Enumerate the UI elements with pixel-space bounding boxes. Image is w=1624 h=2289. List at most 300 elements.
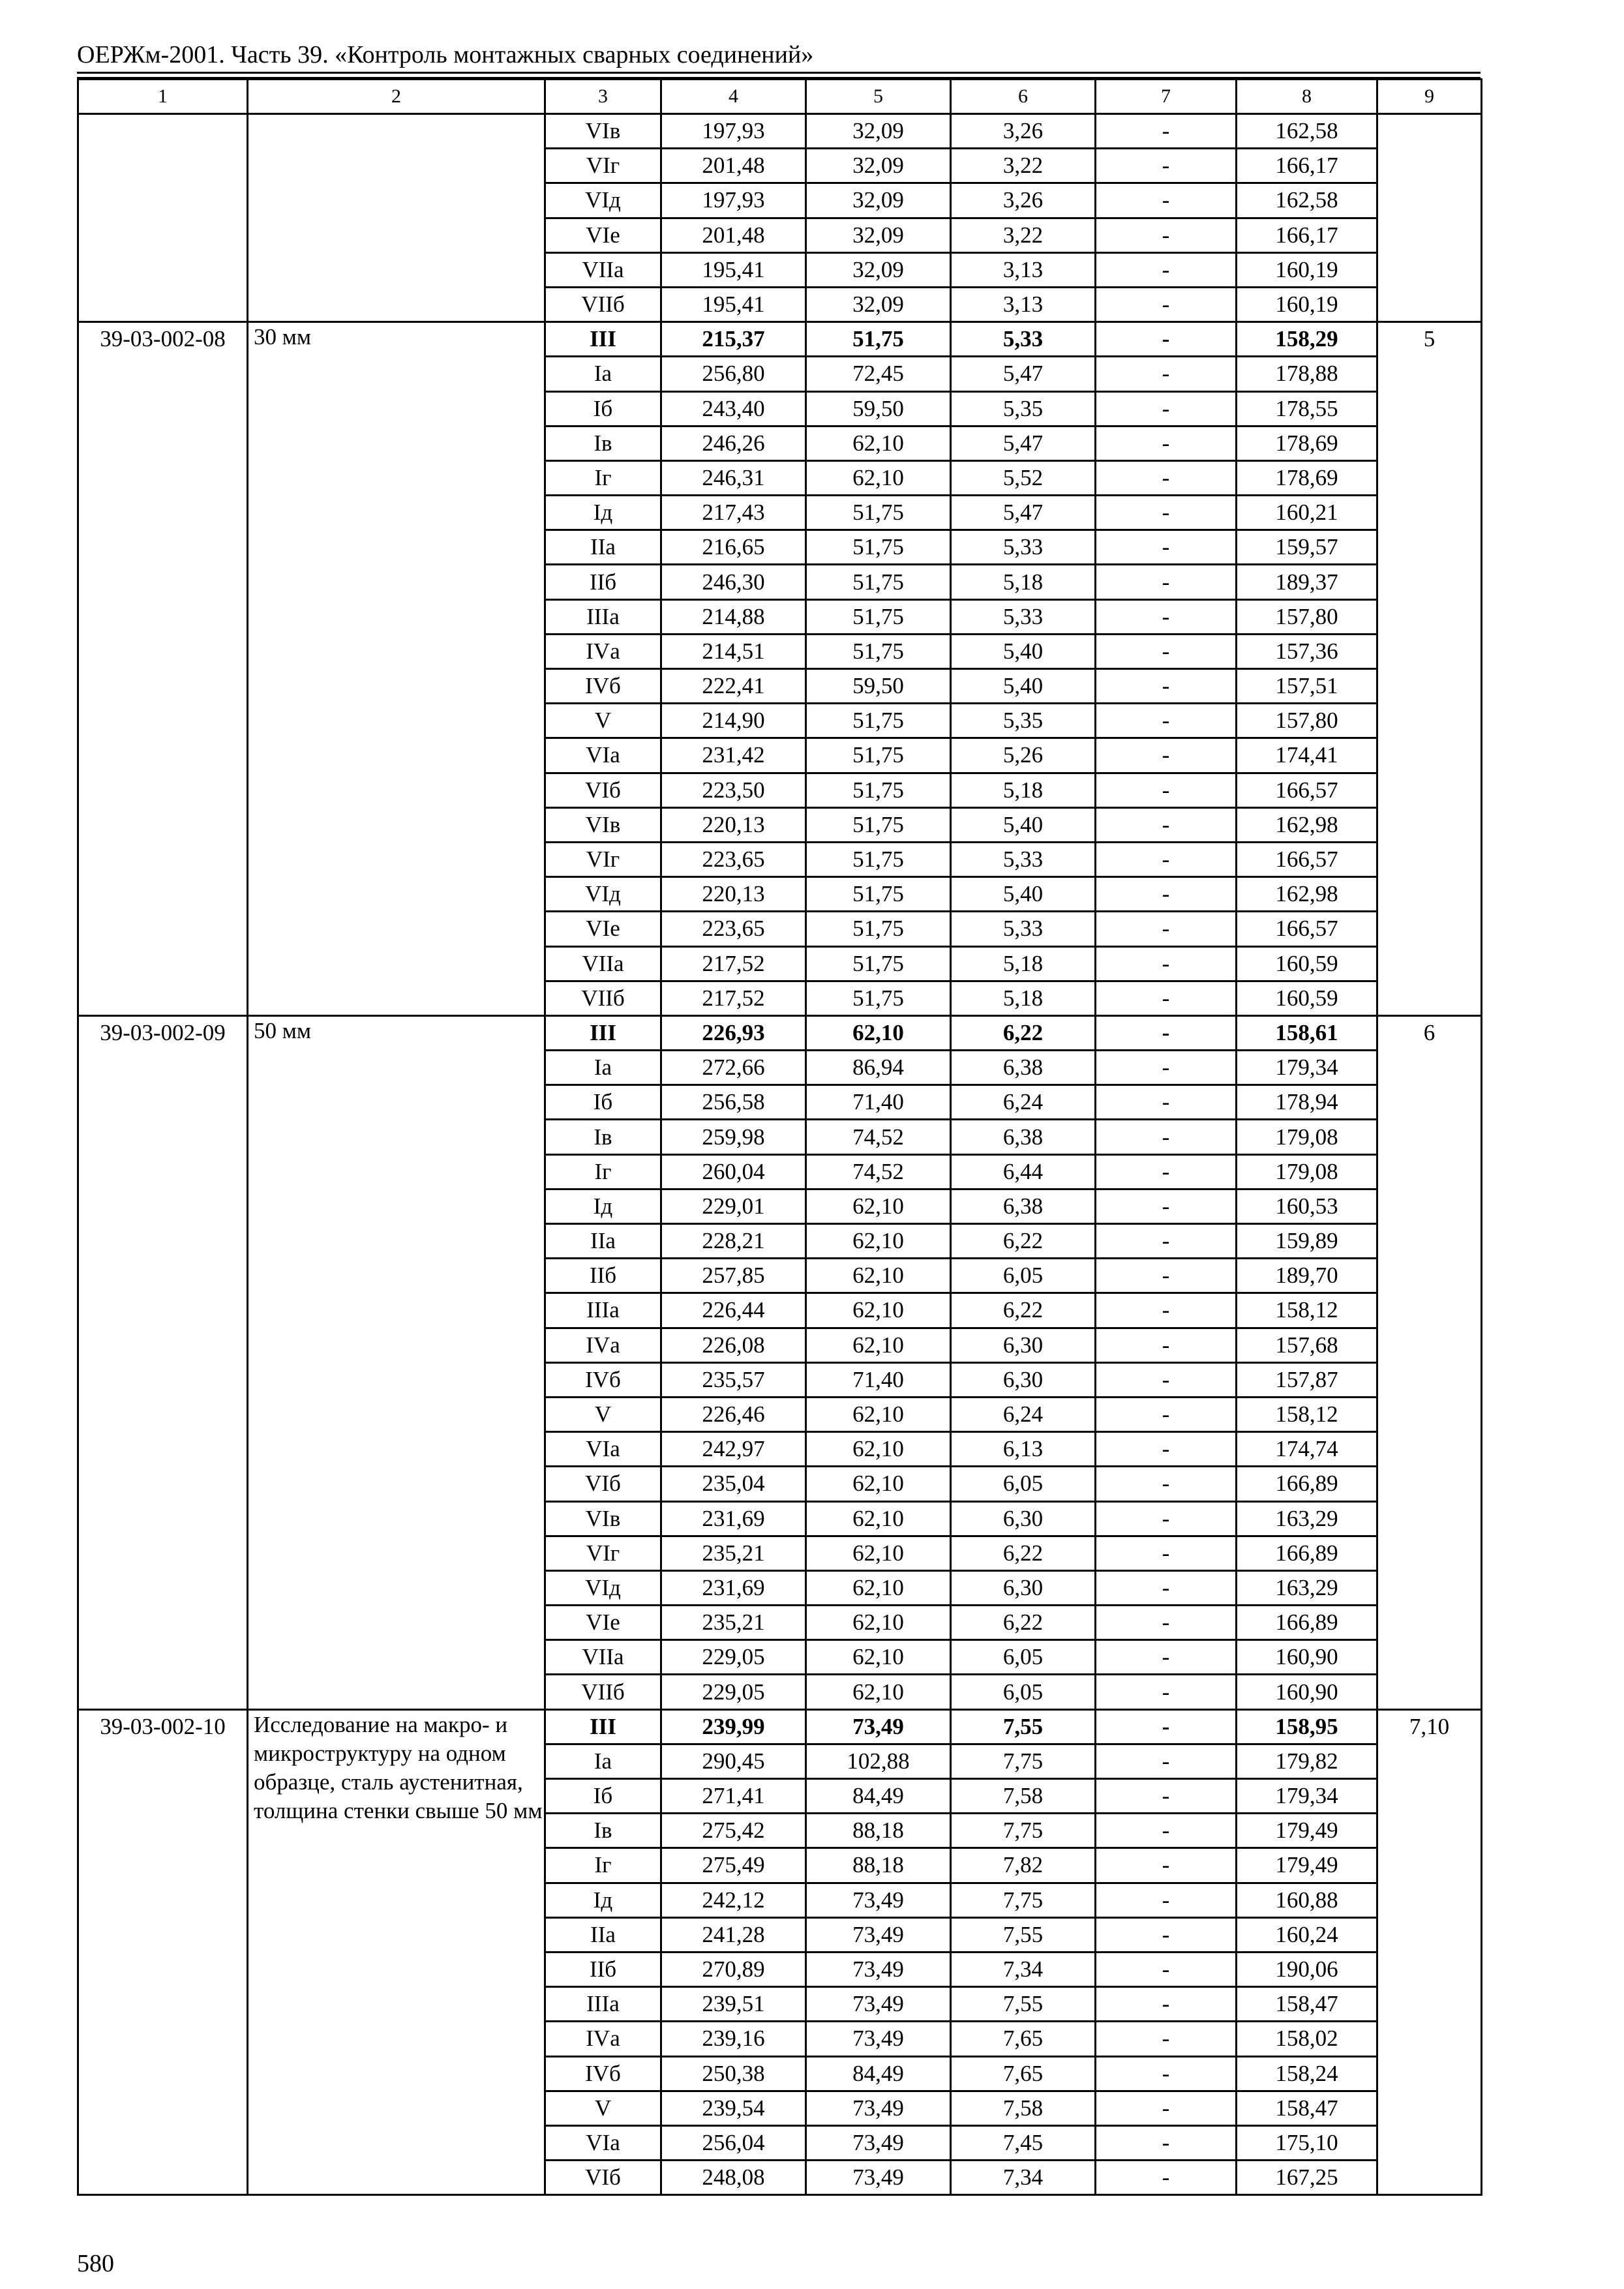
cell-col-4: 223,50 (661, 773, 806, 807)
resource-description: 30 мм (248, 322, 545, 1016)
cell-col-6: 5,40 (951, 807, 1096, 842)
cell-col-3: IVа (545, 2022, 661, 2056)
column-number: 4 (661, 80, 806, 114)
cell-col-6: 7,75 (951, 1744, 1096, 1778)
cell-col-7: - (1096, 114, 1237, 149)
cell-col-6: 7,75 (951, 1883, 1096, 1917)
cell-col-4: 275,42 (661, 1814, 806, 1848)
cell-col-4: 223,65 (661, 912, 806, 946)
cell-col-3: IIа (545, 1917, 661, 1952)
cell-col-6: 5,40 (951, 634, 1096, 668)
column-number: 2 (248, 80, 545, 114)
cell-col-6: 5,35 (951, 704, 1096, 738)
cell-col-3: IIIа (545, 1293, 661, 1328)
cell-col-8: 166,89 (1237, 1606, 1377, 1640)
cell-col-6: 6,44 (951, 1154, 1096, 1189)
cell-col-7: - (1096, 1224, 1237, 1259)
cell-col-8: 162,58 (1237, 183, 1377, 218)
cell-col-8: 157,36 (1237, 634, 1377, 668)
cell-col-6: 5,18 (951, 565, 1096, 599)
cell-col-6: 7,58 (951, 2091, 1096, 2125)
column-number: 5 (806, 80, 951, 114)
cell-col-7: - (1096, 530, 1237, 565)
cell-col-4: 201,48 (661, 218, 806, 252)
cell-col-8: 179,49 (1237, 1848, 1377, 1883)
cell-col-4: 235,57 (661, 1362, 806, 1397)
cell-col-8: 157,87 (1237, 1362, 1377, 1397)
cell-col-4: 229,05 (661, 1640, 806, 1675)
cell-col-5: 51,75 (806, 912, 951, 946)
cell-col-6: 6,38 (951, 1189, 1096, 1223)
cell-col-4: 226,93 (661, 1015, 806, 1050)
cell-col-8: 178,69 (1237, 460, 1377, 495)
cell-col-5: 51,75 (806, 530, 951, 565)
cell-col-5: 59,50 (806, 669, 951, 704)
cell-col-5: 62,10 (806, 1501, 951, 1536)
cell-col-3: VIд (545, 1570, 661, 1605)
cell-col-4: 214,51 (661, 634, 806, 668)
cell-col-5: 32,09 (806, 149, 951, 183)
cell-col-5: 84,49 (806, 1779, 951, 1814)
cell-col-8: 160,19 (1237, 287, 1377, 322)
cell-col-8: 174,41 (1237, 738, 1377, 773)
cell-col-4: 231,69 (661, 1501, 806, 1536)
column-number: 6 (951, 80, 1096, 114)
column-number: 9 (1377, 80, 1482, 114)
cell-col-6: 6,22 (951, 1606, 1096, 1640)
cell-col-8: 178,88 (1237, 357, 1377, 391)
cell-col-4: 229,05 (661, 1675, 806, 1709)
resource-description: 50 мм (248, 1015, 545, 1709)
cell-col-4: 257,85 (661, 1259, 806, 1293)
cell-col-5: 51,75 (806, 704, 951, 738)
cell-col-7: - (1096, 565, 1237, 599)
column-number: 1 (78, 80, 248, 114)
page-number: 580 (77, 2250, 114, 2277)
cell-col-8: 166,17 (1237, 218, 1377, 252)
cell-col-4: 229,01 (661, 1189, 806, 1223)
cell-col-5: 51,75 (806, 738, 951, 773)
cell-col-4: 275,49 (661, 1848, 806, 1883)
resource-code (78, 114, 248, 322)
cell-col-3: VIе (545, 912, 661, 946)
cell-col-5: 62,10 (806, 1640, 951, 1675)
cell-col-6: 7,34 (951, 1952, 1096, 1986)
cell-col-5: 73,49 (806, 2161, 951, 2195)
cell-col-3: VIб (545, 773, 661, 807)
cell-col-5: 62,10 (806, 426, 951, 460)
cell-col-5: 62,10 (806, 1015, 951, 1050)
cell-col-8: 160,88 (1237, 1883, 1377, 1917)
cell-col-7: - (1096, 1744, 1237, 1778)
cell-col-5: 51,75 (806, 599, 951, 634)
cell-col-4: 256,58 (661, 1085, 806, 1120)
cell-col-6: 5,40 (951, 877, 1096, 912)
cell-col-3: IIIа (545, 1987, 661, 2022)
cell-col-6: 6,05 (951, 1259, 1096, 1293)
cell-col-5: 62,10 (806, 1259, 951, 1293)
cell-col-6: 6,22 (951, 1536, 1096, 1570)
cell-col-4: 226,46 (661, 1397, 806, 1431)
cell-col-6: 6,05 (951, 1640, 1096, 1675)
table-row (78, 322, 1482, 357)
cell-col-3: VIб (545, 2161, 661, 2195)
column-number: 3 (545, 80, 661, 114)
cell-col-6: 6,30 (951, 1501, 1096, 1536)
cell-col-7: - (1096, 1606, 1237, 1640)
cell-col-4: 248,08 (661, 2161, 806, 2195)
cell-col-6: 6,30 (951, 1362, 1096, 1397)
cell-col-7: - (1096, 391, 1237, 426)
table-row (78, 1015, 1482, 1050)
cell-col-8: 162,98 (1237, 877, 1377, 912)
cell-col-5: 71,40 (806, 1362, 951, 1397)
cell-col-4: 260,04 (661, 1154, 806, 1189)
cell-col-8: 178,69 (1237, 426, 1377, 460)
cell-col-5: 51,75 (806, 496, 951, 530)
cell-col-3: IVб (545, 2056, 661, 2091)
cell-col-8: 178,94 (1237, 1085, 1377, 1120)
cell-col-6: 5,18 (951, 981, 1096, 1015)
cell-col-8: 158,29 (1237, 322, 1377, 357)
cell-col-3: VIIб (545, 981, 661, 1015)
cell-col-6: 6,22 (951, 1293, 1096, 1328)
cell-col-5: 88,18 (806, 1814, 951, 1848)
cell-col-8: 158,12 (1237, 1397, 1377, 1431)
cell-col-4: 201,48 (661, 149, 806, 183)
cell-col-4: 242,12 (661, 1883, 806, 1917)
cell-col-7: - (1096, 149, 1237, 183)
cell-col-6: 3,13 (951, 287, 1096, 322)
cell-col-3: V (545, 704, 661, 738)
cell-col-3: IIа (545, 1224, 661, 1259)
cell-col-3: IVб (545, 669, 661, 704)
cell-col-3: Iд (545, 496, 661, 530)
cell-col-6: 5,33 (951, 912, 1096, 946)
cell-col-4: 256,80 (661, 357, 806, 391)
cell-col-5: 62,10 (806, 1189, 951, 1223)
cell-col-4: 226,44 (661, 1293, 806, 1328)
cell-col-8: 157,68 (1237, 1328, 1377, 1362)
cell-col-3: VIа (545, 738, 661, 773)
cell-col-3: III (545, 1709, 661, 1744)
cell-col-3: IIб (545, 1952, 661, 1986)
cell-col-5: 51,75 (806, 842, 951, 876)
cell-col-3: IIб (545, 565, 661, 599)
cell-col-3: Iв (545, 1120, 661, 1154)
cell-col-5: 102,88 (806, 1744, 951, 1778)
column-number: 8 (1237, 80, 1377, 114)
cell-col-4: 220,13 (661, 807, 806, 842)
cell-col-5: 88,18 (806, 1848, 951, 1883)
cell-col-5: 62,10 (806, 460, 951, 495)
cell-col-4: 241,28 (661, 1917, 806, 1952)
cell-col-8: 163,29 (1237, 1570, 1377, 1605)
cell-col-7: - (1096, 1848, 1237, 1883)
cell-col-6: 7,58 (951, 1779, 1096, 1814)
table-body (78, 80, 1482, 2195)
cell-col-8: 163,29 (1237, 1501, 1377, 1536)
cell-col-7: - (1096, 704, 1237, 738)
cell-col-3: VIд (545, 183, 661, 218)
cell-col-8: 190,06 (1237, 1952, 1377, 1986)
header-rule (77, 72, 1481, 74)
cell-col-3: VIIа (545, 252, 661, 287)
cell-col-3: Iг (545, 460, 661, 495)
cell-col-6: 6,24 (951, 1397, 1096, 1431)
cell-col-4: 246,31 (661, 460, 806, 495)
cell-col-3: VIIб (545, 287, 661, 322)
cell-col-5: 73,49 (806, 1917, 951, 1952)
cell-col-5: 62,10 (806, 1606, 951, 1640)
cell-col-5: 51,75 (806, 946, 951, 981)
cell-col-6: 5,35 (951, 391, 1096, 426)
cell-col-5: 32,09 (806, 252, 951, 287)
cell-col-8: 160,19 (1237, 252, 1377, 287)
cell-col-7: - (1096, 460, 1237, 495)
cell-col-5: 73,49 (806, 2091, 951, 2125)
resource-description: Исследование на макро- и микроструктуру на одном образце, сталь аустенитная, толщина стенки свыше 50 мм (248, 1709, 545, 2195)
cell-col-8: 158,24 (1237, 2056, 1377, 2091)
cell-col-5: 51,75 (806, 807, 951, 842)
cell-col-6: 5,33 (951, 599, 1096, 634)
cell-col-5: 73,49 (806, 1987, 951, 2022)
cell-col-3: III (545, 1015, 661, 1050)
cell-col-8: 189,70 (1237, 1259, 1377, 1293)
cell-col-7: - (1096, 1640, 1237, 1675)
cell-col-8: 166,17 (1237, 149, 1377, 183)
cell-col-5: 73,49 (806, 1883, 951, 1917)
cell-col-3: Iа (545, 1051, 661, 1085)
cell-col-5: 62,10 (806, 1675, 951, 1709)
cell-col-7: - (1096, 1362, 1237, 1397)
cell-col-5: 51,75 (806, 981, 951, 1015)
cell-col-8: 179,82 (1237, 1744, 1377, 1778)
cell-col-7: - (1096, 1189, 1237, 1223)
cell-col-3: IVа (545, 634, 661, 668)
cell-col-6: 7,55 (951, 1917, 1096, 1952)
column-number: 7 (1096, 80, 1237, 114)
cell-col-5: 59,50 (806, 391, 951, 426)
cell-col-4: 231,69 (661, 1570, 806, 1605)
cell-col-3: Iа (545, 357, 661, 391)
cell-col-3: V (545, 1397, 661, 1431)
cell-col-6: 6,38 (951, 1051, 1096, 1085)
cell-col-6: 5,52 (951, 460, 1096, 495)
cell-col-3: VIе (545, 1606, 661, 1640)
cell-col-5: 62,10 (806, 1432, 951, 1467)
cell-col-3: VIв (545, 807, 661, 842)
cell-col-8: 158,02 (1237, 2022, 1377, 2056)
rates-table (77, 78, 1482, 2196)
cell-col-6: 6,30 (951, 1570, 1096, 1605)
cell-col-6: 7,55 (951, 1709, 1096, 1744)
cell-col-4: 216,65 (661, 530, 806, 565)
cell-col-7: - (1096, 218, 1237, 252)
cell-col-8: 162,58 (1237, 114, 1377, 149)
cell-col-4: 228,21 (661, 1224, 806, 1259)
cell-col-4: 217,52 (661, 981, 806, 1015)
cell-col-8: 159,57 (1237, 530, 1377, 565)
cell-col-5: 73,49 (806, 2022, 951, 2056)
cell-col-7: - (1096, 2091, 1237, 2125)
cell-col-3: Iг (545, 1848, 661, 1883)
cell-col-4: 215,37 (661, 322, 806, 357)
cell-col-7: - (1096, 287, 1237, 322)
cell-col-4: 246,30 (661, 565, 806, 599)
cell-col-4: 246,26 (661, 426, 806, 460)
cell-col-7: - (1096, 1987, 1237, 2022)
cell-col-3: Iб (545, 1779, 661, 1814)
cell-col-8: 179,49 (1237, 1814, 1377, 1848)
cell-col-8: 158,61 (1237, 1015, 1377, 1050)
cell-col-6: 6,13 (951, 1432, 1096, 1467)
cell-col-3: VIIа (545, 1640, 661, 1675)
cell-col-3: VIв (545, 1501, 661, 1536)
page-header: ОЕРЖм-2001. Часть 39. «Контроль монтажных сварных соединений» (77, 41, 814, 68)
cell-col-4: 239,16 (661, 2022, 806, 2056)
cell-col-4: 195,41 (661, 252, 806, 287)
cell-col-6: 5,33 (951, 530, 1096, 565)
cell-col-6: 3,26 (951, 183, 1096, 218)
cell-col-4: 259,98 (661, 1120, 806, 1154)
cell-col-4: 270,89 (661, 1952, 806, 1986)
cell-col-5: 51,75 (806, 322, 951, 357)
cell-col-7: - (1096, 842, 1237, 876)
cell-col-4: 220,13 (661, 877, 806, 912)
cell-col-5: 62,10 (806, 1328, 951, 1362)
cell-col-6: 6,22 (951, 1224, 1096, 1259)
cell-col-5: 51,75 (806, 565, 951, 599)
cell-col-8: 166,57 (1237, 912, 1377, 946)
cell-col-3: IIа (545, 530, 661, 565)
cell-col-8: 160,59 (1237, 981, 1377, 1015)
cell-col-7: - (1096, 1917, 1237, 1952)
cell-col-7: - (1096, 1570, 1237, 1605)
cell-col-8: 162,98 (1237, 807, 1377, 842)
cell-col-5: 62,10 (806, 1397, 951, 1431)
cell-col-8: 158,47 (1237, 2091, 1377, 2125)
cell-col-8: 157,80 (1237, 704, 1377, 738)
cell-col-6: 5,47 (951, 496, 1096, 530)
cell-col-7: - (1096, 1259, 1237, 1293)
cell-col-8: 166,89 (1237, 1536, 1377, 1570)
cell-col-8: 179,34 (1237, 1051, 1377, 1085)
cell-col-3: IVб (545, 1362, 661, 1397)
cell-col-4: 290,45 (661, 1744, 806, 1778)
cell-col-7: - (1096, 981, 1237, 1015)
cell-col-7: - (1096, 1051, 1237, 1085)
cell-col-5: 84,49 (806, 2056, 951, 2091)
cell-col-4: 235,21 (661, 1536, 806, 1570)
cell-col-6: 6,24 (951, 1085, 1096, 1120)
cell-col-8: 179,08 (1237, 1154, 1377, 1189)
cell-col-3: VIIб (545, 1675, 661, 1709)
cell-col-8: 160,21 (1237, 496, 1377, 530)
cell-col-8: 166,57 (1237, 842, 1377, 876)
cell-col-5: 51,75 (806, 877, 951, 912)
cell-col-5: 71,40 (806, 1085, 951, 1120)
cell-col-4: 239,54 (661, 2091, 806, 2125)
cell-col-3: IVа (545, 1328, 661, 1362)
cell-col-3: VIа (545, 2125, 661, 2160)
cell-col-5: 32,09 (806, 183, 951, 218)
cell-col-6: 5,33 (951, 322, 1096, 357)
cell-col-4: 272,66 (661, 1051, 806, 1085)
cell-col-4: 226,08 (661, 1328, 806, 1362)
cell-col-7: - (1096, 1675, 1237, 1709)
cell-col-6: 6,05 (951, 1675, 1096, 1709)
cell-col-3: VIд (545, 877, 661, 912)
cell-col-5: 62,10 (806, 1467, 951, 1501)
cell-col-5: 73,49 (806, 2125, 951, 2160)
cell-col-8: 179,08 (1237, 1120, 1377, 1154)
resource-code: 39-03-002-10 (78, 1709, 248, 2195)
cell-col-5: 51,75 (806, 773, 951, 807)
cell-col-8: 160,90 (1237, 1640, 1377, 1675)
cell-col-7: - (1096, 1328, 1237, 1362)
resource-code: 39-03-002-08 (78, 322, 248, 1016)
cell-col-6: 3,22 (951, 149, 1096, 183)
cell-col-7: - (1096, 1467, 1237, 1501)
cell-col-7: - (1096, 1814, 1237, 1848)
cell-col-3: VIе (545, 218, 661, 252)
cell-col-5: 86,94 (806, 1051, 951, 1085)
cell-col-5: 32,09 (806, 218, 951, 252)
cell-col-7: - (1096, 1154, 1237, 1189)
column-number-row (78, 80, 1482, 114)
cell-col-5: 62,10 (806, 1224, 951, 1259)
cell-col-7: - (1096, 252, 1237, 287)
table-row (78, 114, 1482, 149)
cell-col-7: - (1096, 322, 1237, 357)
cell-col-8: 157,80 (1237, 599, 1377, 634)
cell-col-3: Iб (545, 1085, 661, 1120)
cell-col-7: - (1096, 1709, 1237, 1744)
cell-col-6: 5,47 (951, 426, 1096, 460)
cell-col-7: - (1096, 2125, 1237, 2160)
cell-col-8: 158,95 (1237, 1709, 1377, 1744)
cell-col-4: 223,65 (661, 842, 806, 876)
cell-col-7: - (1096, 2161, 1237, 2195)
note-reference: 7,10 (1377, 1709, 1482, 2195)
cell-col-7: - (1096, 183, 1237, 218)
cell-col-8: 166,89 (1237, 1467, 1377, 1501)
cell-col-7: - (1096, 773, 1237, 807)
cell-col-7: - (1096, 877, 1237, 912)
cell-col-7: - (1096, 1432, 1237, 1467)
cell-col-4: 214,90 (661, 704, 806, 738)
cell-col-3: Iв (545, 1814, 661, 1848)
cell-col-8: 160,90 (1237, 1675, 1377, 1709)
cell-col-4: 231,42 (661, 738, 806, 773)
cell-col-7: - (1096, 738, 1237, 773)
cell-col-5: 74,52 (806, 1120, 951, 1154)
cell-col-5: 32,09 (806, 114, 951, 149)
cell-col-3: III (545, 322, 661, 357)
cell-col-7: - (1096, 1883, 1237, 1917)
cell-col-3: Iв (545, 426, 661, 460)
cell-col-7: - (1096, 1779, 1237, 1814)
cell-col-4: 242,97 (661, 1432, 806, 1467)
cell-col-4: 217,52 (661, 946, 806, 981)
cell-col-7: - (1096, 946, 1237, 981)
cell-col-8: 158,47 (1237, 1987, 1377, 2022)
cell-col-6: 7,34 (951, 2161, 1096, 2195)
cell-col-8: 158,12 (1237, 1293, 1377, 1328)
cell-col-8: 157,51 (1237, 669, 1377, 704)
cell-col-7: - (1096, 634, 1237, 668)
